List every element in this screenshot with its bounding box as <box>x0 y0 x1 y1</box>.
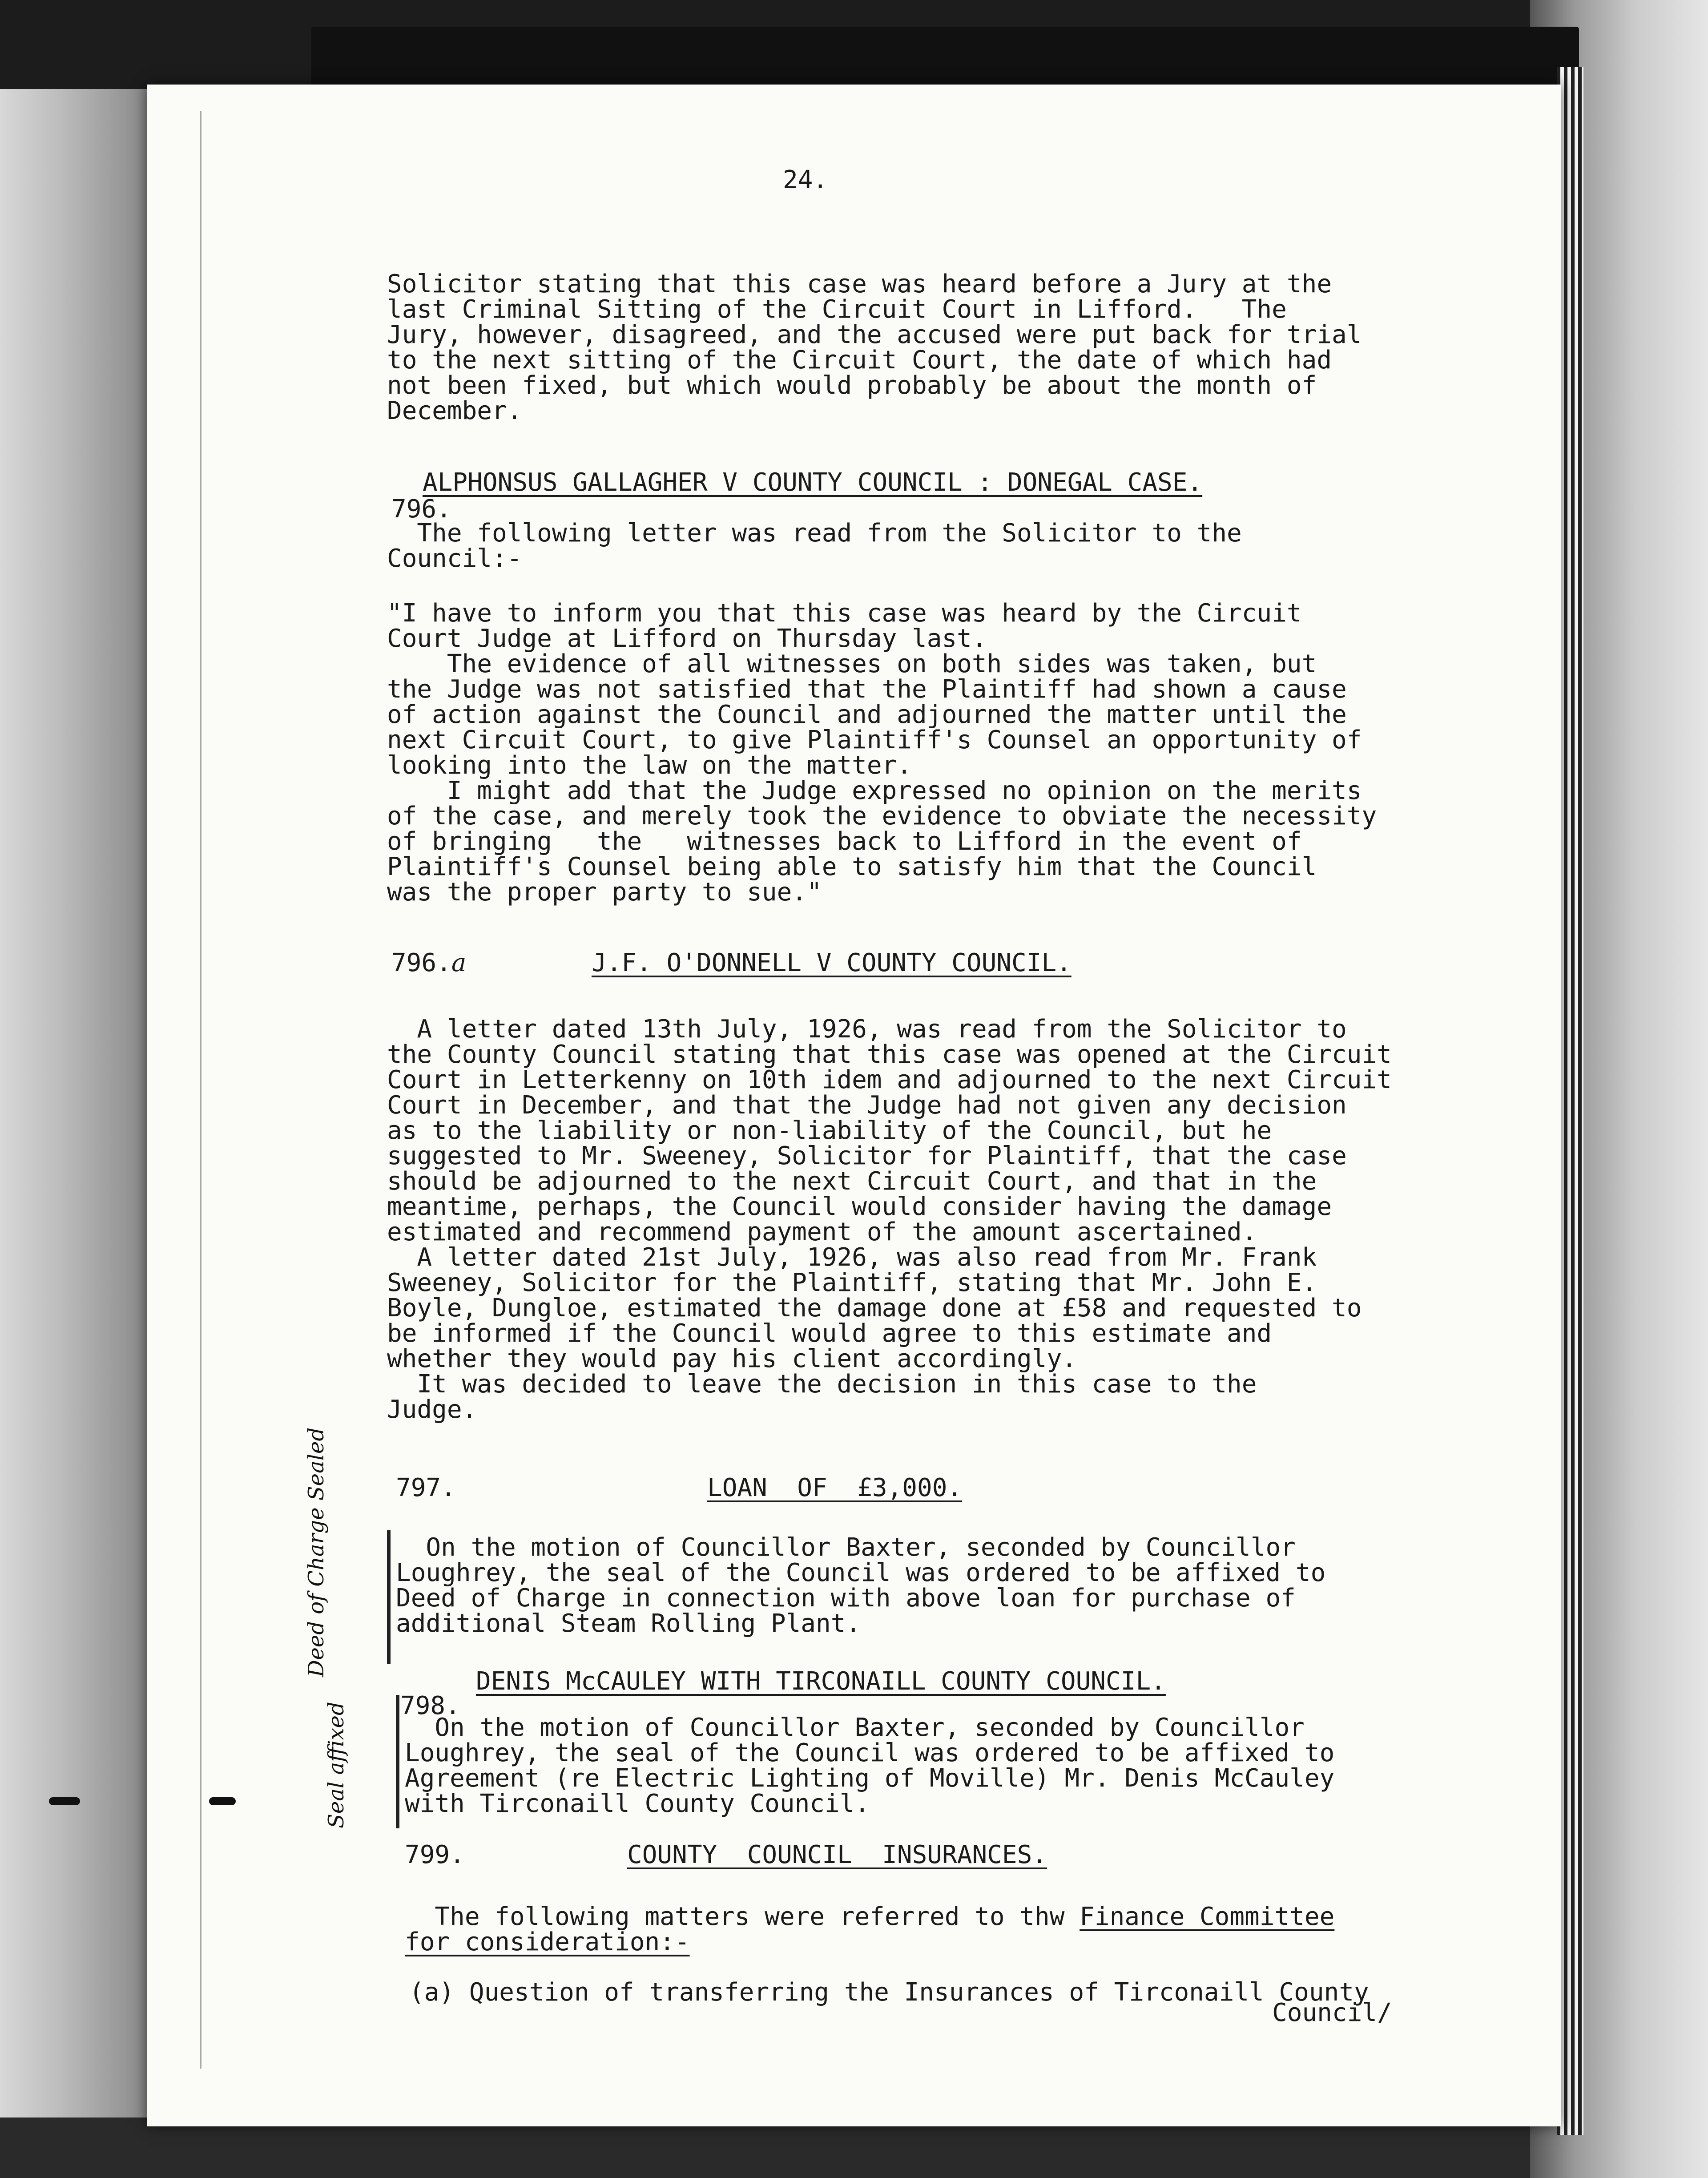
text-line: Solicitor stating that this case was heard before a Jury at the <box>387 270 1332 298</box>
text-line: next Circuit Court, to give Plaintiff's Counsel an opportunity of <box>387 726 1362 754</box>
section-796a-suffix: a <box>451 948 467 977</box>
section-798-body <box>405 1715 1561 1816</box>
text-line: The following letter was read from the Solicitor to the <box>387 519 1242 548</box>
text-line: (a) Question of transferring the Insurances of Tirconaill County <box>409 1978 1369 2007</box>
text-line <box>405 1904 1561 1929</box>
text-line: to the next sitting of the Circuit Court, the date of which had <box>387 346 1332 375</box>
text-line: with Tirconaill County Council. <box>405 1789 870 1818</box>
text-line: estimated and recommend payment of the amount ascertained. <box>387 1218 1257 1246</box>
text-line: for consideration:- <box>405 1928 690 1956</box>
punch-mark <box>49 1797 80 1805</box>
section-799-heading: COUNTY COUNCIL INSURANCES. <box>627 1840 1047 1869</box>
text-line: Council:- <box>387 544 522 573</box>
text-line: was the proper party to sue." <box>387 878 822 907</box>
section-796-lead <box>387 520 1543 571</box>
text-line: of the case, and merely took the evidence to obviate the necessity <box>387 802 1377 831</box>
section-798-heading: DENIS McCAULEY WITH TIRCONAILL COUNTY COUNCIL. <box>476 1667 1166 1696</box>
text-line: suggested to Mr. Sweeney, Solicitor for Plaintiff, that the case <box>387 1141 1347 1170</box>
section-796a-heading: J.F. O'DONNELL V COUNTY COUNCIL. <box>592 948 1072 977</box>
text-line: On the motion of Councillor Baxter, seconded by Councillor <box>405 1713 1305 1742</box>
text-line: Judge. <box>387 1395 477 1424</box>
text-line: should be adjourned to the next Circuit Court, and that in the <box>387 1167 1317 1196</box>
text-line: Agreement (re Electric Lighting of Moville) Mr. Denis McCauley <box>405 1764 1335 1793</box>
binding-strip <box>311 27 1579 93</box>
text-line: additional Steam Rolling Plant. <box>396 1609 861 1638</box>
section-796-number: 796. <box>391 495 451 524</box>
text-line: whether they would pay his client accordingly. <box>387 1344 1077 1373</box>
continuation-catchword: Council/ <box>1272 1998 1392 2027</box>
section-796a-body <box>387 1016 1543 1422</box>
text-line: A letter dated 13th July, 1926, was read from the Solicitor to <box>387 1015 1347 1044</box>
text-line: Sweeney, Solicitor for the Plaintiff, stating that Mr. John E. <box>387 1268 1317 1297</box>
text-line: of action against the Council and adjourned the matter until the <box>387 700 1347 729</box>
text-line: Court Judge at Lifford on Thursday last. <box>387 624 987 653</box>
text-line: Loughrey, the seal of the Council was ordered to be affixed to <box>405 1738 1335 1767</box>
section-799-item-a <box>409 1980 1566 2005</box>
text-line: Court in December, and that the Judge had not given any decision <box>387 1091 1347 1120</box>
text-line: last Criminal Sitting of the Circuit Court in Lifford. The <box>387 295 1287 324</box>
text-line: meantime, perhaps, the Council would consider having the damage <box>387 1192 1332 1221</box>
document-page <box>147 85 1561 2126</box>
text-line: the Judge was not satisfied that the Plaintiff had shown a cause <box>387 675 1347 704</box>
section-797-bracket <box>387 1530 391 1664</box>
section-797-heading: LOAN OF £3,000. <box>707 1473 963 1502</box>
text-line: On the motion of Councillor Baxter, seconded by Councillor <box>396 1533 1296 1562</box>
section-798-number: 798. <box>400 1691 460 1720</box>
text-line: "I have to inform you that this case was heard by the Circuit <box>387 599 1302 628</box>
finance-committee-reference: Finance Committee <box>1080 1902 1335 1931</box>
text-line: be informed if the Council would agree to this estimate and <box>387 1319 1272 1348</box>
text-line: Loughrey, the seal of the Council was ordered to be affixed to <box>396 1558 1326 1587</box>
text-line: as to the liability or non-liability of the Council, but he <box>387 1116 1272 1145</box>
text-line: not been fixed, but which would probably be about the month of <box>387 371 1317 400</box>
page-frame-line <box>200 111 201 2069</box>
section-796-heading: ALPHONSUS GALLAGHER V COUNTY COUNCIL : DONEGAL CASE. <box>423 468 1203 497</box>
section-799-lead <box>405 1904 1561 1955</box>
text-line: of bringing the witnesses back to Lifford in the event of <box>387 827 1302 856</box>
text-line: December. <box>387 396 522 425</box>
scan-border-left <box>0 0 147 2178</box>
section-799-number: 799. <box>405 1840 465 1869</box>
text-line: I might add that the Judge expressed no opinion on the merits <box>387 776 1362 805</box>
section-798-margin-note: Seal affixed <box>324 1702 349 1828</box>
scan-border-bottom <box>0 2118 1708 2178</box>
text-line: It was decided to leave the decision in this case to the <box>387 1370 1257 1399</box>
text-line: The evidence of all witnesses on both sides was taken, but <box>387 649 1317 678</box>
section-797-body <box>396 1535 1552 1636</box>
section-798-bracket <box>396 1695 399 1828</box>
text-line: Plaintiff's Counsel being able to satisfy him that the Council <box>387 852 1317 881</box>
text-line: Jury, however, disagreed, and the accused were put back for trial <box>387 320 1362 349</box>
section-796a-number-text: 796. <box>391 948 451 977</box>
text-line: the County Council stating that this case was opened at the Circuit <box>387 1040 1392 1069</box>
text-line: looking into the law on the matter. <box>387 751 912 780</box>
section-796a-number <box>391 948 466 979</box>
text-line: Court in Letterkenny on 10th idem and adjourned to the next Circuit <box>387 1065 1392 1094</box>
punch-mark <box>209 1797 236 1805</box>
section-797-number: 797. <box>396 1473 456 1502</box>
lead-text: The following matters were referred to thw <box>405 1902 1080 1931</box>
section-797-margin-note: Deed of Charge Sealed <box>304 1427 329 1677</box>
text-line: Boyle, Dungloe, estimated the damage done at £58 and requested to <box>387 1294 1362 1323</box>
page-number: 24. <box>783 165 828 194</box>
text-line: A letter dated 21st July, 1926, was also read from Mr. Frank <box>387 1243 1317 1272</box>
section-796-letter <box>387 601 1543 905</box>
text-line: Deed of Charge in connection with above loan for purchase of <box>396 1584 1296 1613</box>
intro-paragraph <box>387 271 1543 424</box>
